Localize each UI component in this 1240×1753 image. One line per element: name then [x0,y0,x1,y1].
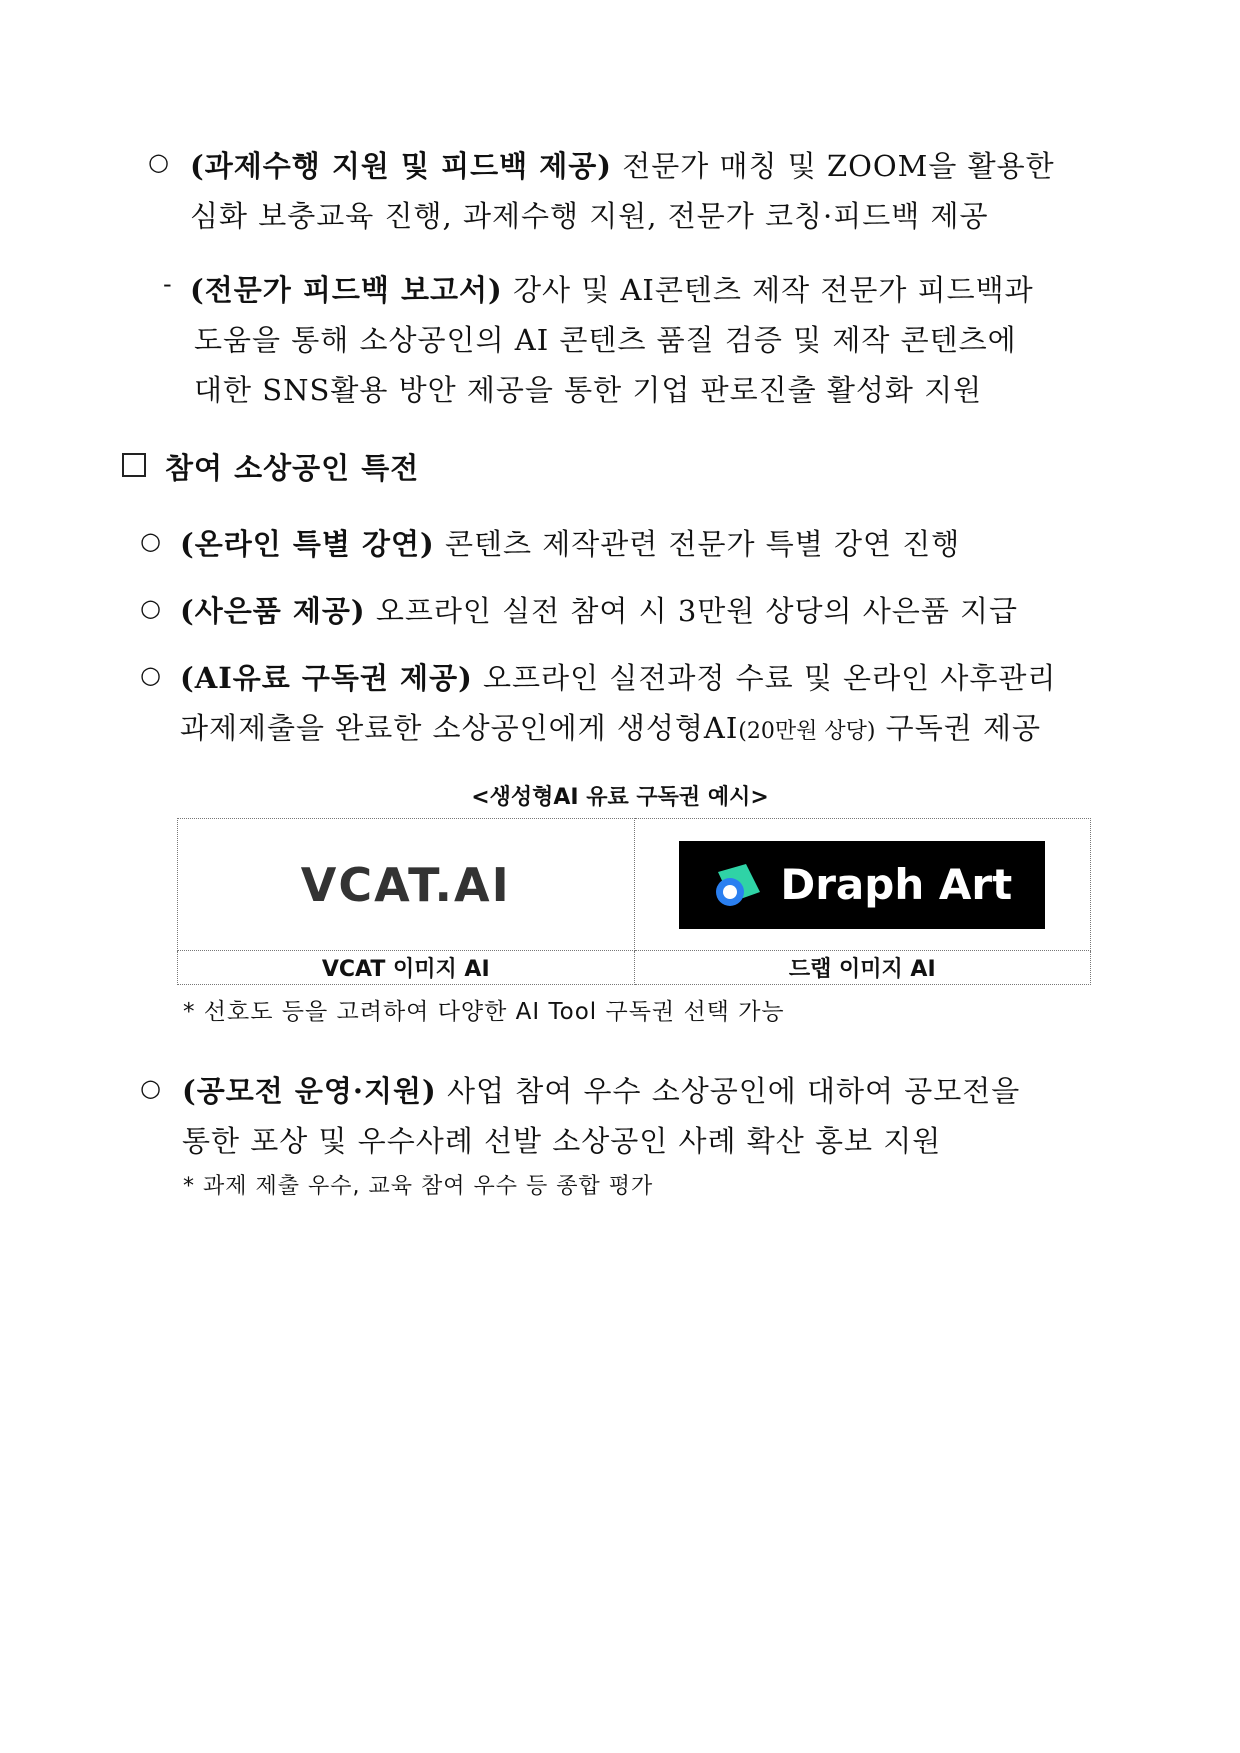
bullet-marker: ○ [140,1074,161,1102]
item-small-text: (20만원 상당) [738,719,876,744]
item-ai-subscription-line2 [180,706,1041,747]
item-title: (온라인 특별 강연) [180,527,435,561]
vcat-label: VCAT 이미지 AI [178,951,635,985]
item-text: 오프라인 실전 참여 시 3만원 상당의 사은품 지급 [365,594,1019,628]
item-text: 과제제출을 완료한 소상공인에게 생성형AI [180,711,739,745]
item-feedback-line2: 심화 보충교육 진행, 과제수행 지원, 전문가 코칭·피드백 제공 [190,199,989,233]
item-text: 전문가 매칭 및 ZOOM을 활용한 [612,149,1055,183]
draph-logo [679,841,1045,929]
item-gift [180,589,1018,630]
sub-report-line2: 도움을 통해 소상공인의 AI 콘텐츠 품질 검증 및 제작 콘텐츠에 [194,323,1017,357]
item-text: 콘텐츠 제작관련 전문가 특별 강연 진행 [434,527,961,561]
checkbox-square-icon [122,453,146,477]
item-title: (공모전 운영·지원) [182,1074,437,1108]
draph-logo-cell [634,819,1091,951]
sub-report-line1 [190,268,1034,309]
item-contest-line1 [182,1069,1020,1110]
item-online-lecture [180,522,960,563]
vcat-logo-cell [178,819,635,951]
item-text: 오프라인 실전과정 수료 및 온라인 사후관리 [472,661,1057,695]
item-contest-line2: 통한 포상 및 우수사례 선발 소상공인 사례 확산 홍보 지원 [182,1124,942,1158]
item-title: (과제수행 지원 및 피드백 제공) [190,149,612,183]
draph-logo-text: Draph Art [780,860,1013,909]
bullet-marker: ○ [140,661,161,689]
sub-report-line3: 대한 SNS활용 방안 제공을 통한 기업 판로진출 활성화 지원 [194,373,983,407]
draph-label: 드랩 이미지 AI [634,951,1091,985]
contest-note: * 과제 제출 우수, 교육 참여 우수 등 종합 평가 [183,1174,654,1199]
table-caption: <생성형AI 유료 구독권 예시> [471,785,769,810]
item-text: 사업 참여 우수 소상공인에 대하여 공모전을 [436,1074,1021,1108]
bullet-marker: ○ [148,148,169,176]
draph-mark-icon [712,858,766,912]
section-heading: 참여 소상공인 특전 [165,451,420,485]
dash-marker: - [163,270,172,298]
item-ai-subscription-line1 [180,656,1056,697]
item-feedback-line1 [190,144,1055,185]
bullet-marker: ○ [140,527,161,555]
item-title: (사은품 제공) [180,594,366,628]
table-note: * 선호도 등을 고려하여 다양한 AI Tool 구독권 선택 가능 [183,999,785,1025]
sub-text: 강사 및 AI콘텐츠 제작 전문가 피드백과 [502,273,1034,307]
bullet-marker: ○ [140,594,161,622]
item-title: (AI유료 구독권 제공) [180,661,473,695]
sub-title: (전문가 피드백 보고서) [190,273,503,307]
item-text: 구독권 제공 [875,711,1041,745]
logos-table [177,818,1091,985]
vcat-logo: VCAT.AI [300,857,511,912]
